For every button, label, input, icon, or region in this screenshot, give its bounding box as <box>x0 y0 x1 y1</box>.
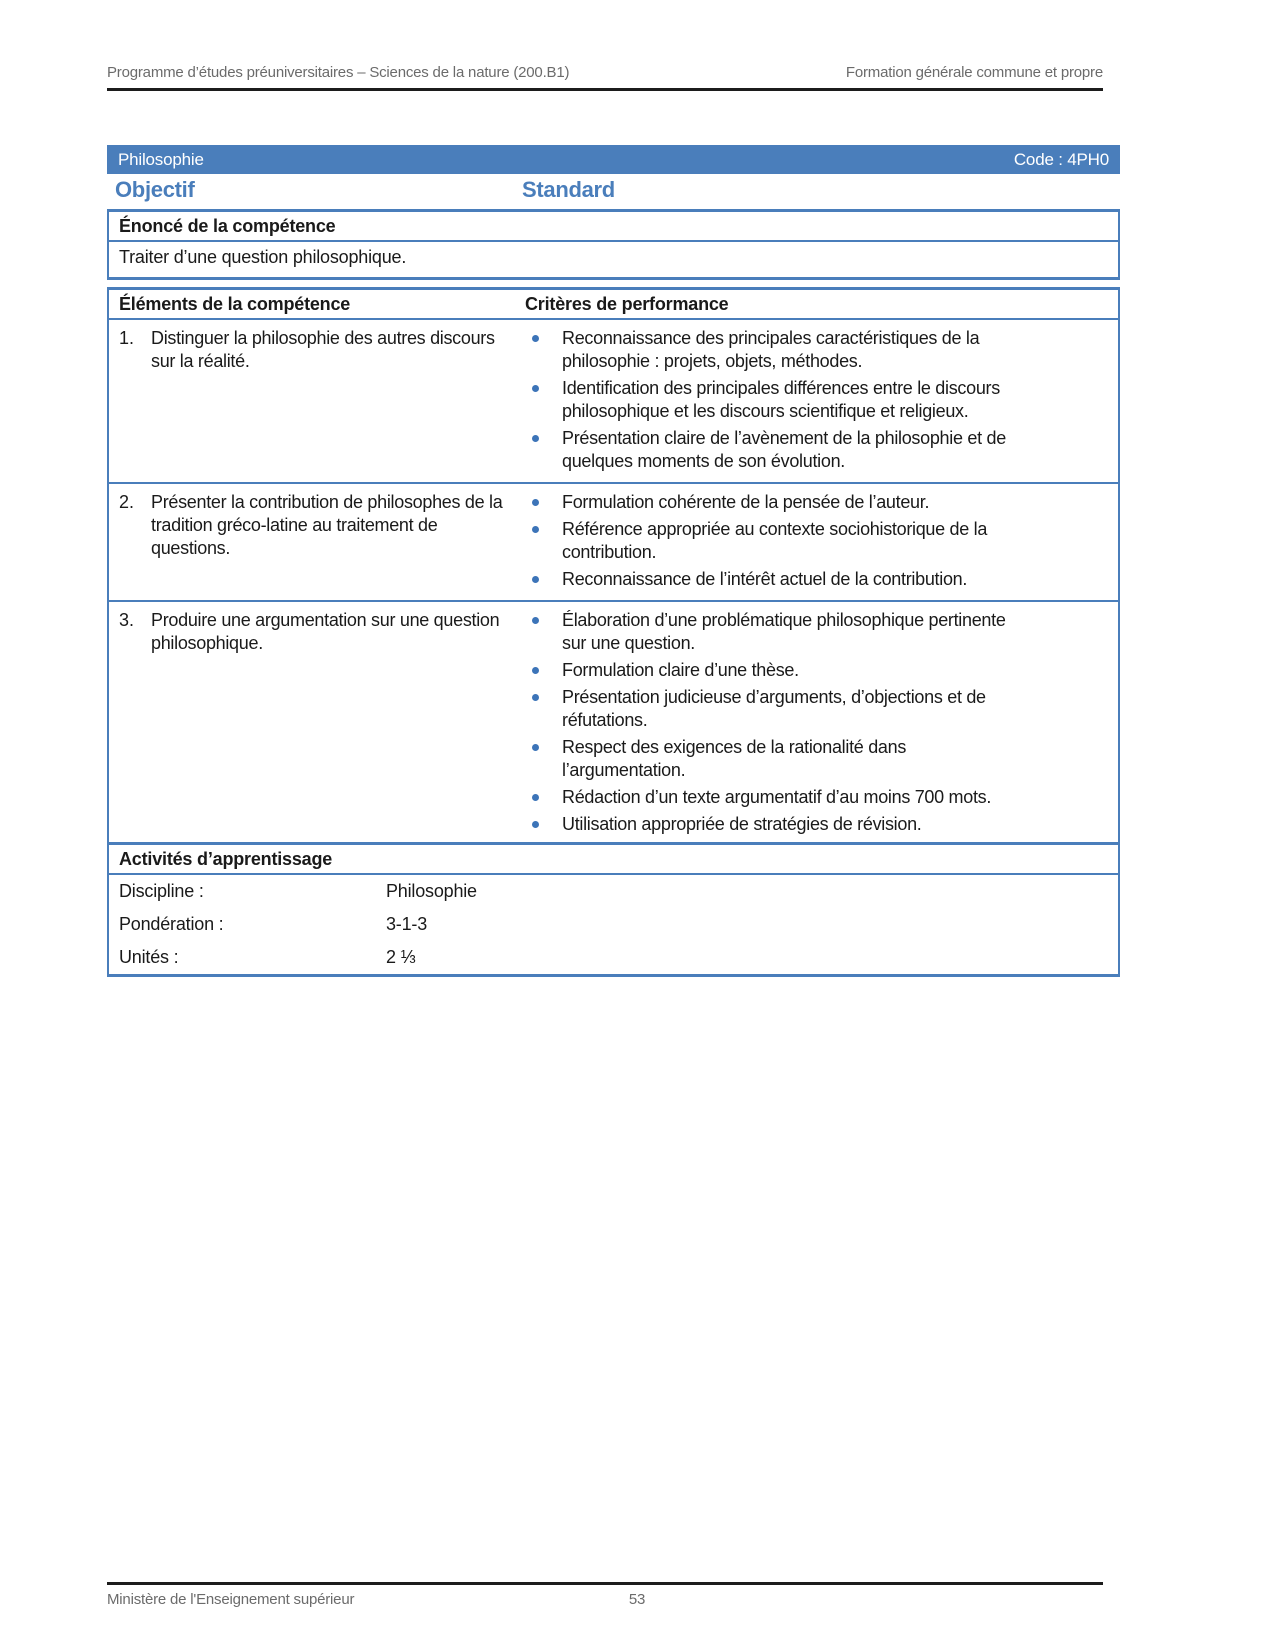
element-cell <box>109 484 517 600</box>
enonce-header: Énoncé de la compétence <box>109 212 1118 242</box>
critere-item <box>523 659 1018 682</box>
running-header <box>107 64 1103 91</box>
critere-text: Reconnaissance de l’intérêt actuel de la contribution. <box>562 569 968 589</box>
table-row <box>109 484 1118 602</box>
activites-value: 3-1-3 <box>386 914 428 934</box>
enonce-competence-box <box>107 209 1120 280</box>
activites-header: Activités d’apprentissage <box>109 845 1118 875</box>
critere-item <box>523 377 1018 423</box>
table-row <box>109 320 1118 484</box>
page-number: 53 <box>628 1591 646 1608</box>
header-left-text: Programme d’études préuniversitaires – Sciences de la nature (200.B1) <box>107 64 570 81</box>
section-headings <box>107 177 1120 203</box>
elements-column-header: Éléments de la compétence <box>119 294 351 314</box>
bullet-icon <box>532 385 539 392</box>
activites-row <box>109 908 1118 941</box>
activites-label: Discipline : <box>119 881 204 901</box>
course-title-bar <box>107 145 1120 174</box>
critere-item <box>523 609 1018 655</box>
element-text: Distinguer la philosophie des autres discours sur la réalité. <box>151 328 495 371</box>
activites-value: 2 ⅓ <box>386 947 416 967</box>
element-text: Produire une argumentation sur une question philosophique. <box>151 610 500 653</box>
bullet-icon <box>532 794 539 801</box>
critere-item <box>523 518 1018 564</box>
criteres-column-header: Critères de performance <box>525 294 729 314</box>
bullet-icon <box>532 335 539 342</box>
activites-value: Philosophie <box>386 881 477 901</box>
bullet-icon <box>532 435 539 442</box>
critere-text: Référence appropriée au contexte sociohistorique de la contribution. <box>562 519 988 562</box>
competence-table <box>107 287 1120 848</box>
critere-text: Identification des principales différences entre le discours philosophique et les discours scientifique et religieux. <box>562 378 1000 421</box>
bullet-icon <box>532 499 539 506</box>
footer-left-text: Ministère de l'Enseignement supérieur <box>107 1591 355 1608</box>
header-right-text: Formation générale commune et propre <box>845 64 1103 81</box>
element-cell <box>109 602 517 845</box>
criteres-cell <box>517 484 1118 600</box>
critere-text: Présentation judicieuse d’arguments, d’objections et de réfutations. <box>562 687 986 730</box>
critere-text: Utilisation appropriée de stratégies de révision. <box>562 814 922 834</box>
critere-item <box>523 568 1018 591</box>
bullet-icon <box>532 821 539 828</box>
critere-text: Reconnaissance des principales caractéristiques de la philosophie : projets, objets, méthodes. <box>562 328 980 371</box>
critere-text: Présentation claire de l’avènement de la philosophie et de quelques moments de son évolution. <box>562 428 1006 471</box>
element-number: 1. <box>119 328 135 348</box>
element-cell <box>109 320 517 482</box>
element-number: 2. <box>119 492 135 512</box>
bullet-icon <box>532 694 539 701</box>
objectif-heading: Objectif <box>115 177 195 202</box>
bullet-icon <box>532 617 539 624</box>
objectif-heading-cell <box>107 177 515 203</box>
critere-text: Formulation cohérente de la pensée de l’auteur. <box>562 492 930 512</box>
activites-row <box>109 941 1118 974</box>
bullet-icon <box>532 744 539 751</box>
criteres-cell <box>517 320 1118 482</box>
course-code: Code : 4PH0 <box>1013 149 1109 169</box>
critere-item <box>523 491 1018 514</box>
critere-text: Élaboration d’une problématique philosophique pertinente sur une question. <box>562 610 1006 653</box>
standard-heading: Standard <box>522 177 615 202</box>
critere-text: Respect des exigences de la rationalité dans l’argumentation. <box>562 737 907 780</box>
activites-row <box>109 875 1118 908</box>
critere-item <box>523 786 1018 809</box>
competence-table-header <box>109 290 1118 320</box>
bullet-icon <box>532 576 539 583</box>
enonce-content: Traiter d’une question philosophique. <box>119 247 407 267</box>
course-subject: Philosophie <box>118 149 204 169</box>
activites-label: Unités : <box>119 947 179 967</box>
critere-text: Rédaction d’un texte argumentatif d’au moins 700 mots. <box>562 787 992 807</box>
activites-label: Pondération : <box>119 914 224 934</box>
footer-row <box>107 1585 1103 1608</box>
element-number: 3. <box>119 610 135 630</box>
standard-heading-cell <box>515 177 1120 203</box>
critere-item <box>523 686 1018 732</box>
critere-text: Formulation claire d’une thèse. <box>562 660 799 680</box>
bullet-icon <box>532 667 539 674</box>
critere-item <box>523 736 1018 782</box>
activites-box <box>107 842 1120 977</box>
critere-item <box>523 813 1018 836</box>
table-row <box>109 602 1118 845</box>
bullet-icon <box>532 526 539 533</box>
critere-item <box>523 327 1018 373</box>
criteres-cell <box>517 602 1118 845</box>
element-text: Présenter la contribution de philosophes de la tradition gréco-latine au traitement de questions. <box>151 492 503 558</box>
running-footer <box>107 1582 1103 1608</box>
critere-item <box>523 427 1018 473</box>
